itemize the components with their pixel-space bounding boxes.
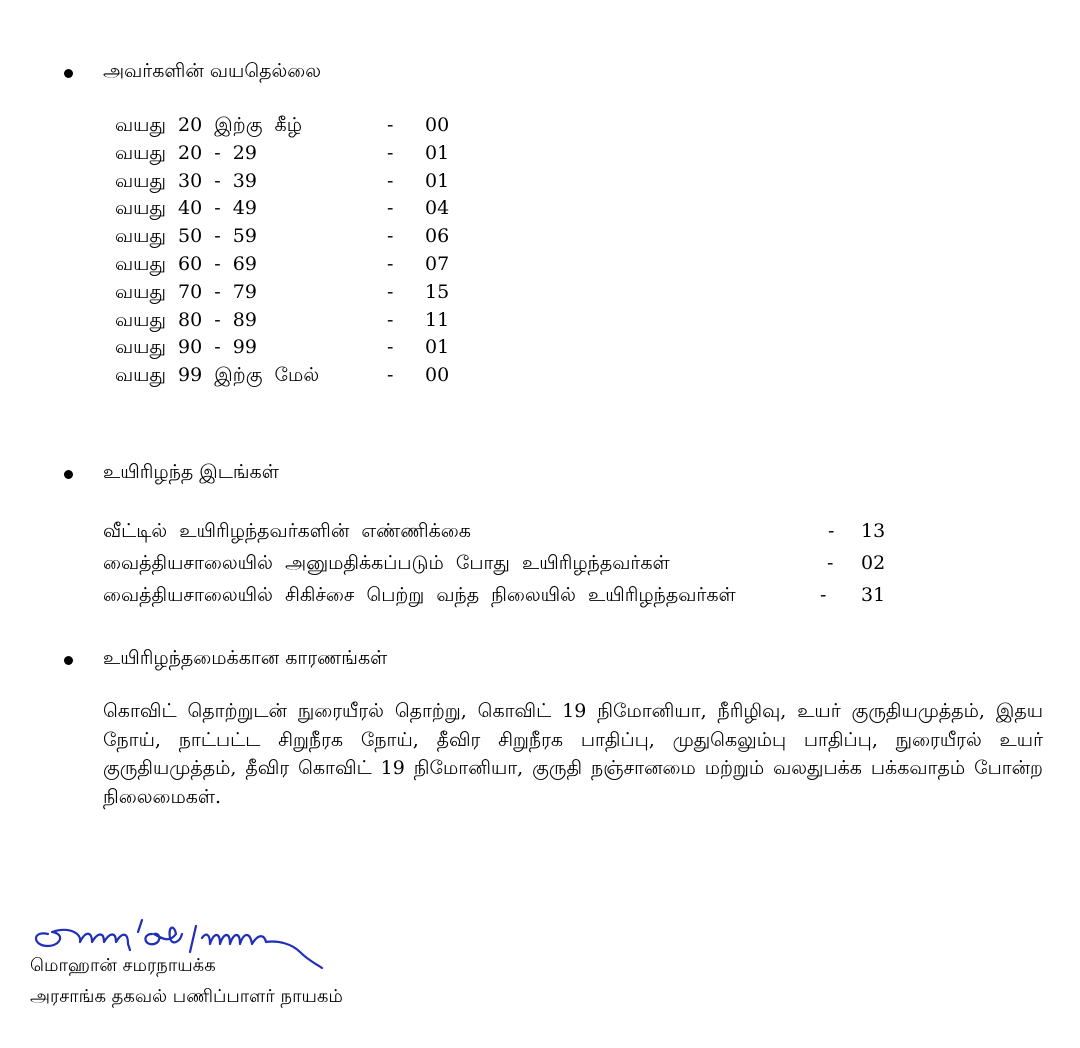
age-count: 01 (425, 169, 450, 192)
age-range-label: வயது 20 இற்கு கீழ் (115, 114, 302, 136)
age-range-label: வயது 20 - 29 (115, 141, 257, 164)
place-count: 13 (861, 520, 886, 542)
place-label: வைத்தியசாலையில் சிகிச்சை பெற்று வந்த நிலையில் உயிரிழந்தவர்கள் (103, 584, 736, 606)
place-row (103, 584, 903, 614)
causes-heading: உயிரிழந்தமைக்கான காரணங்கள் (103, 647, 388, 669)
age-range-label: வயது 70 - 79 (115, 280, 257, 303)
age-separator: - (387, 225, 394, 248)
age-count: 00 (425, 364, 450, 387)
age-count: 04 (425, 197, 450, 220)
bullet-icon (64, 69, 73, 78)
place-label: வீட்டில் உயிரிழந்தவர்களின் எண்ணிக்கை (103, 520, 471, 542)
age-range-label: வயது 90 - 99 (115, 336, 257, 359)
signatory-name: மொஹான் சமரநாயக்க (30, 955, 216, 976)
place-separator: - (828, 520, 835, 542)
age-count: 07 (425, 253, 450, 275)
age-range-label: வயது 99 இற்கு மேல் (115, 364, 320, 387)
age-count: 01 (425, 141, 450, 164)
age-range-label: வயது 30 - 39 (115, 169, 257, 192)
place-separator: - (820, 584, 827, 606)
age-separator: - (387, 253, 394, 275)
age-range-label: வயது 60 - 69 (115, 253, 257, 275)
age-separator: - (387, 197, 394, 220)
age-count: 01 (425, 336, 450, 359)
place-row (103, 520, 903, 550)
age-separator: - (387, 169, 394, 192)
age-range-label: வயது 40 - 49 (115, 197, 257, 220)
place-row (103, 552, 903, 582)
bullet-icon (64, 656, 73, 665)
place-count: 02 (861, 552, 886, 574)
age-count: 00 (425, 114, 450, 136)
age-range-label: வயது 50 - 59 (115, 225, 257, 248)
age-separator: - (387, 336, 394, 359)
age-separator: - (387, 280, 394, 303)
age-separator: - (387, 364, 394, 387)
age-separator: - (387, 308, 394, 331)
causes-paragraph: கொவிட் தொற்றுடன் நுரையீரல் தொற்று, கொவிட் 19 நிமோனியா, நீரிழிவு, உயர் குருதியமுத்தம், இதய நோய், நாட்பட்ட சிறுநீரக நோய், தீவிர சிறுநீரக பாதிப்பு, முதுகெலும்பு பாதிப்பு, நுரையீரல் உயர் குருதியமுத்தம், தீவிர கொவிட் 19 நிமோனியா, குருதி நஞ்சானமை மற்றும் வலதுபக்க பக்கவாதம் போன்ற நிலைமைகள். (103, 700, 1043, 808)
age-separator: - (387, 141, 394, 164)
age-count: 15 (425, 280, 450, 303)
place-separator: - (827, 552, 834, 574)
place-count: 31 (861, 584, 886, 606)
signatory-title: அரசாங்க தகவல் பணிப்பாளர் நாயகம் (30, 986, 343, 1007)
age-count: 11 (425, 308, 450, 331)
places-heading: உயிரிழந்த இடங்கள் (103, 461, 279, 483)
age-separator: - (387, 114, 394, 136)
bullet-icon (64, 470, 73, 479)
age-heading: அவர்களின் வயதெல்லை (103, 60, 322, 82)
age-range-label: வயது 80 - 89 (115, 308, 257, 331)
age-count: 06 (425, 225, 450, 248)
place-label: வைத்தியசாலையில் அனுமதிக்கப்படும் போது உயிரிழந்தவர்கள் (103, 552, 670, 574)
